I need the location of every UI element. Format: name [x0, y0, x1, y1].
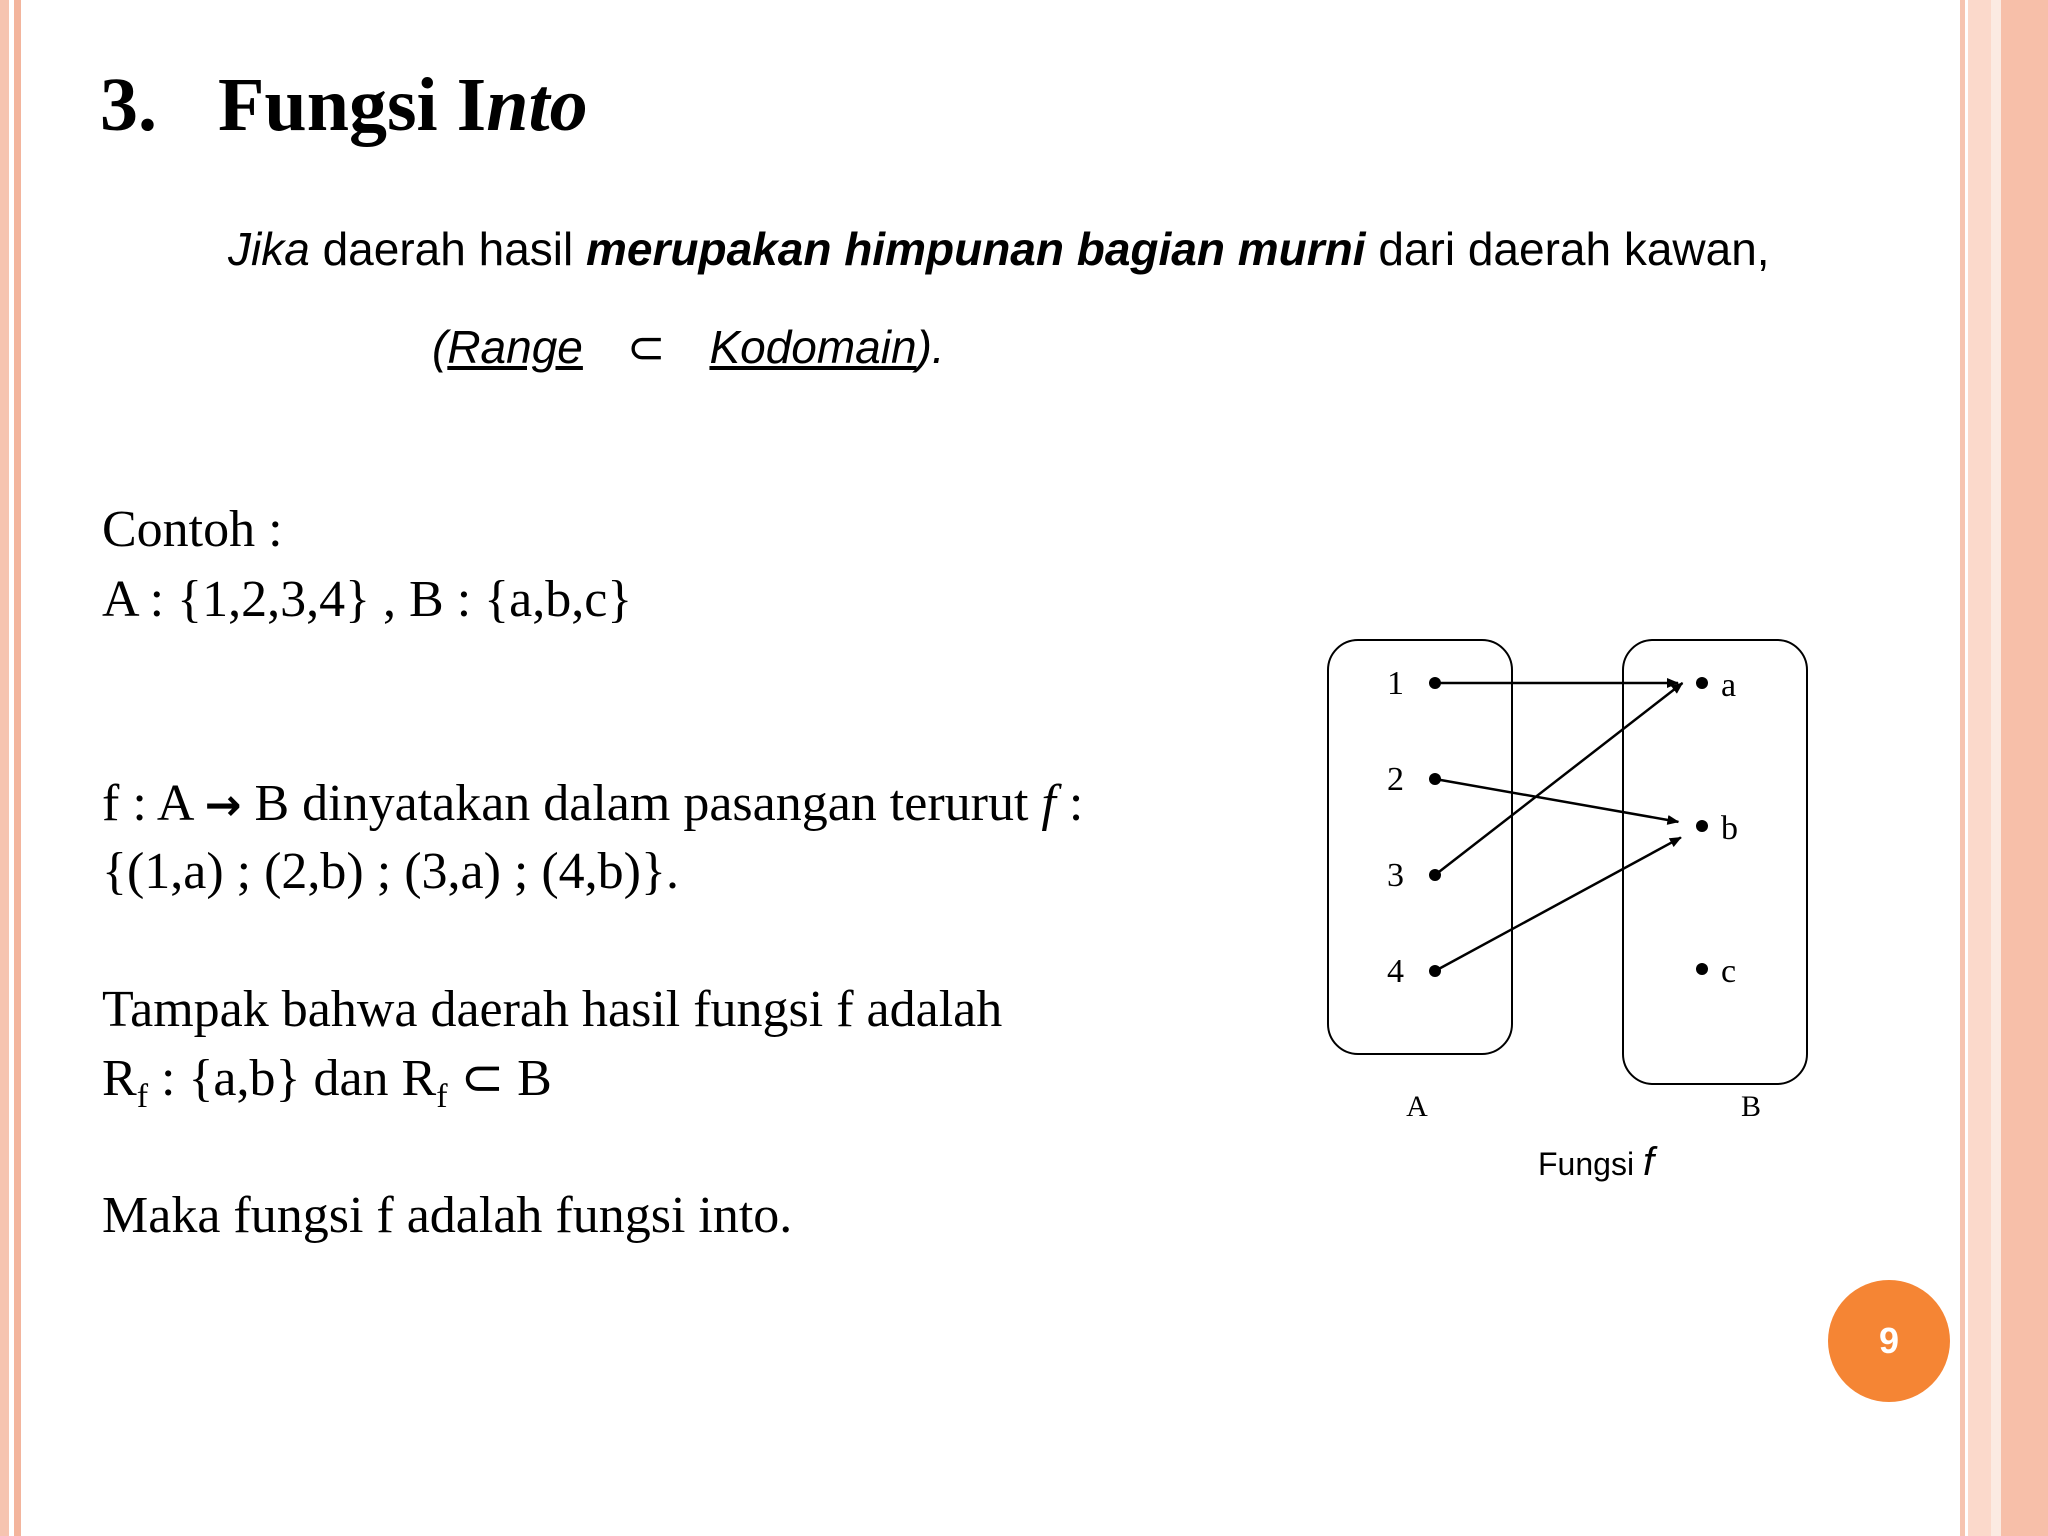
range-word: Range [447, 321, 583, 373]
mapping-diagram [1300, 620, 1860, 1200]
range-subset-line [432, 320, 945, 374]
definition-jika: Jika [228, 223, 310, 275]
arrow-2-b [1435, 779, 1678, 822]
codomain-point-a [1696, 677, 1708, 689]
mapping-f: f [1041, 775, 1056, 832]
diagram-caption [1538, 1140, 1654, 1185]
left-border-stripe-inner [14, 0, 21, 1536]
domain-label-4: 4 [1387, 953, 1404, 990]
title-number: 3. [100, 63, 157, 147]
right-border-stripe-thick [2001, 0, 2048, 1536]
mapping-line-1 [102, 774, 1083, 833]
codomain-label-c: c [1721, 953, 1737, 990]
slide-title [100, 62, 588, 149]
kodomain-word: Kodomain [709, 321, 917, 373]
codomain-point-c [1696, 963, 1708, 975]
domain-label-1: 1 [1387, 665, 1404, 702]
rf-line [102, 1048, 552, 1116]
codomain-label-b: b [1721, 810, 1738, 847]
arrow-4-b [1435, 837, 1681, 971]
domain-label-2: 2 [1387, 761, 1404, 798]
mapping-description: B dinyatakan dalam pasangan terurut [241, 775, 1042, 832]
range-close-paren: ). [916, 321, 945, 373]
right-border-stripe-thin [1960, 0, 1965, 1536]
definition-part2: daerah hasil [309, 223, 586, 275]
mapping-colon: : [1055, 775, 1084, 832]
definition-part4: dari daerah kawan, [1365, 223, 1770, 275]
page-number-badge [1828, 1280, 1950, 1402]
rf-subscript-2: f [436, 1078, 448, 1115]
rf-middle: : {a,b} dan R [148, 1050, 437, 1107]
set-a-label: A [1406, 1090, 1428, 1123]
codomain-point-b [1696, 820, 1708, 832]
subset-symbol: ⊂ [626, 321, 666, 373]
right-border-stripe-wide [1968, 0, 1991, 1536]
rf-R: R [102, 1050, 137, 1107]
range-text: Tampak bahwa daerah hasil fungsi f adalah [102, 981, 1003, 1038]
mapping-prefix: f : A [102, 775, 205, 832]
set-b-label: B [1740, 1090, 1762, 1123]
arrow-3-a [1435, 683, 1683, 875]
right-border-stripe-gap [1991, 0, 2001, 1536]
page-number: 9 [1878, 1320, 1900, 1361]
conclusion: Maka fungsi f adalah fungsi into. [102, 1187, 793, 1244]
definition-text [228, 222, 1770, 276]
rf-subset: ⊂ B [447, 1050, 552, 1107]
domain-label-3: 3 [1387, 857, 1404, 894]
codomain-label-a: a [1721, 667, 1737, 704]
mapping-arrow-icon: → [204, 780, 242, 831]
mapping-line-2: {(1,a) ; (2,b) ; (3,a) ; (4,b)}. [102, 843, 679, 900]
title-text: Fungsi I [218, 63, 487, 147]
caption-text: Fungsi [1538, 1146, 1643, 1182]
mapping-diagram-svg [1300, 620, 1860, 1200]
range-open-paren: ( [432, 321, 448, 373]
rf-subscript: f [136, 1078, 149, 1115]
title-text-italic: nto [486, 63, 588, 147]
caption-f: f [1642, 1140, 1655, 1184]
example-sets: A : {1,2,3,4} , B : {a,b,c} [102, 571, 633, 628]
definition-emphasis: merupakan himpunan bagian murni [586, 223, 1366, 275]
left-border-stripe [0, 0, 9, 1536]
set-a-box [1328, 640, 1512, 1054]
example-label: Contoh : [102, 501, 283, 558]
